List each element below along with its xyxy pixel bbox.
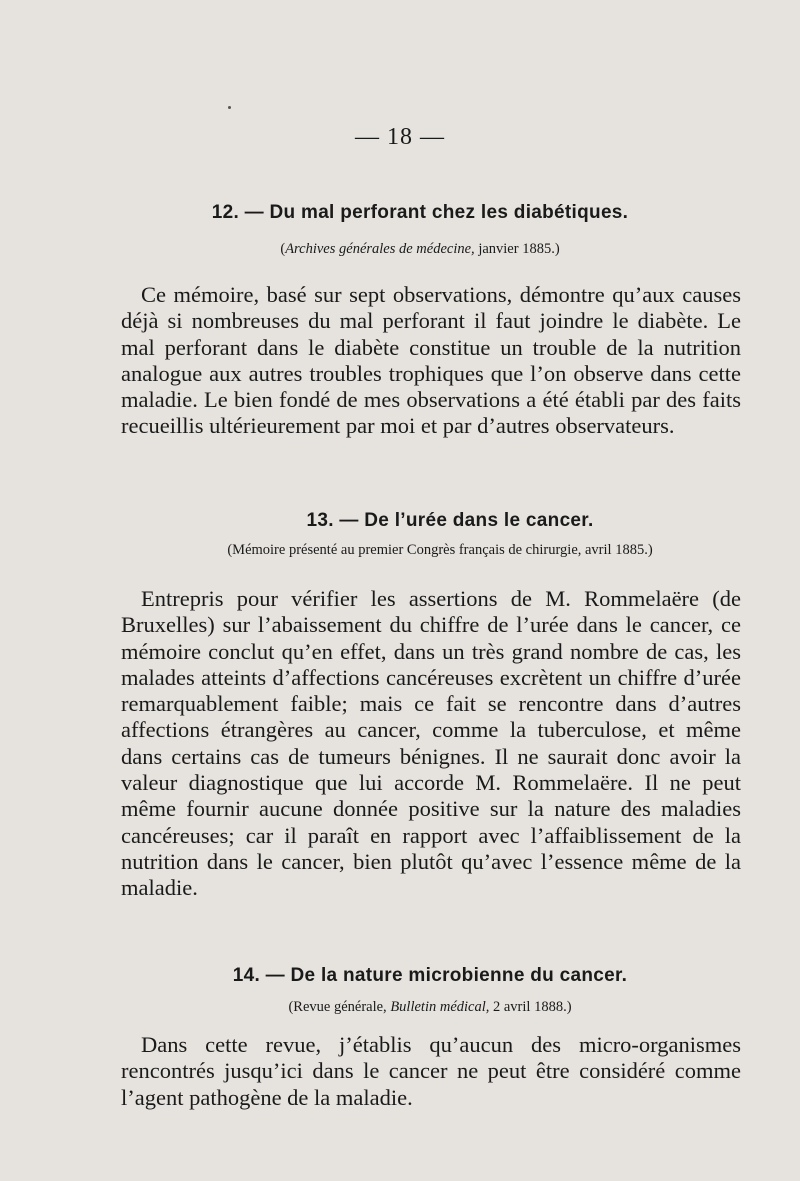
- page-number: — 18 —: [355, 124, 445, 150]
- section-14-source: (Revue générale, Bulletin médical, 2 avril 1888.): [288, 999, 572, 1015]
- section-13-source: (Mémoire présenté au premier Congrès français de chirurgie, avril 1885.): [227, 542, 653, 558]
- section-12-source: (Archives générales de médecine, janvier 1885.): [280, 241, 560, 257]
- section-13-heading: 13. — De l’urée dans le cancer.: [306, 510, 594, 531]
- section-14-body: Dans cette revue, j’établis qu’aucun des micro-organismes rencontrés jusqu’ici dans le cancer ne peut être considéré comme l’agent pathogène de la maladie.: [121, 1032, 741, 1110]
- section-13-body: Entrepris pour vérifier les assertions de M. Rommelaëre (de Bruxelles) sur l’abaissement du chiffre de l’urée dans le cancer, ce mémoire conclut qu’en effet, dans un très grand nombre de cas, les malades atteints d’affections cancéreuses excrètent un chiffre d’urée remarquablement faible; mais ce fait se rencontre dans d’autres affections étrangères au cancer, comme la tuberculose, et même dans certains cas de tumeurs bénignes. Il ne saurait donc avoir la valeur diagnostique que lui accorde M. Rommelaëre. Il ne peut même fournir aucune donnée positive sur la nature des maladies cancéreuses; car il paraît en rapport avec l’affaiblissement de la nutrition dans le cancer, bien plutôt qu’avec l’essence même de la maladie.: [121, 586, 741, 901]
- section-12-body: Ce mémoire, basé sur sept observations, démontre qu’aux causes déjà si nombreuses du mal perforant il faut joindre le diabète. Le mal perforant dans le diabète constitue un trouble de la nutrition analogue aux autres troubles trophiques que l’on observe dans cette maladie. Le bien fondé de mes observations a été établi par des faits recueillis ultérieurement par moi et par d’autres observateurs.: [121, 282, 741, 439]
- print-speck: [228, 106, 231, 109]
- section-14-heading: 14. — De la nature microbienne du cancer.: [232, 965, 628, 986]
- section-12-heading: 12. — Du mal perforant chez les diabétiques.: [211, 202, 629, 223]
